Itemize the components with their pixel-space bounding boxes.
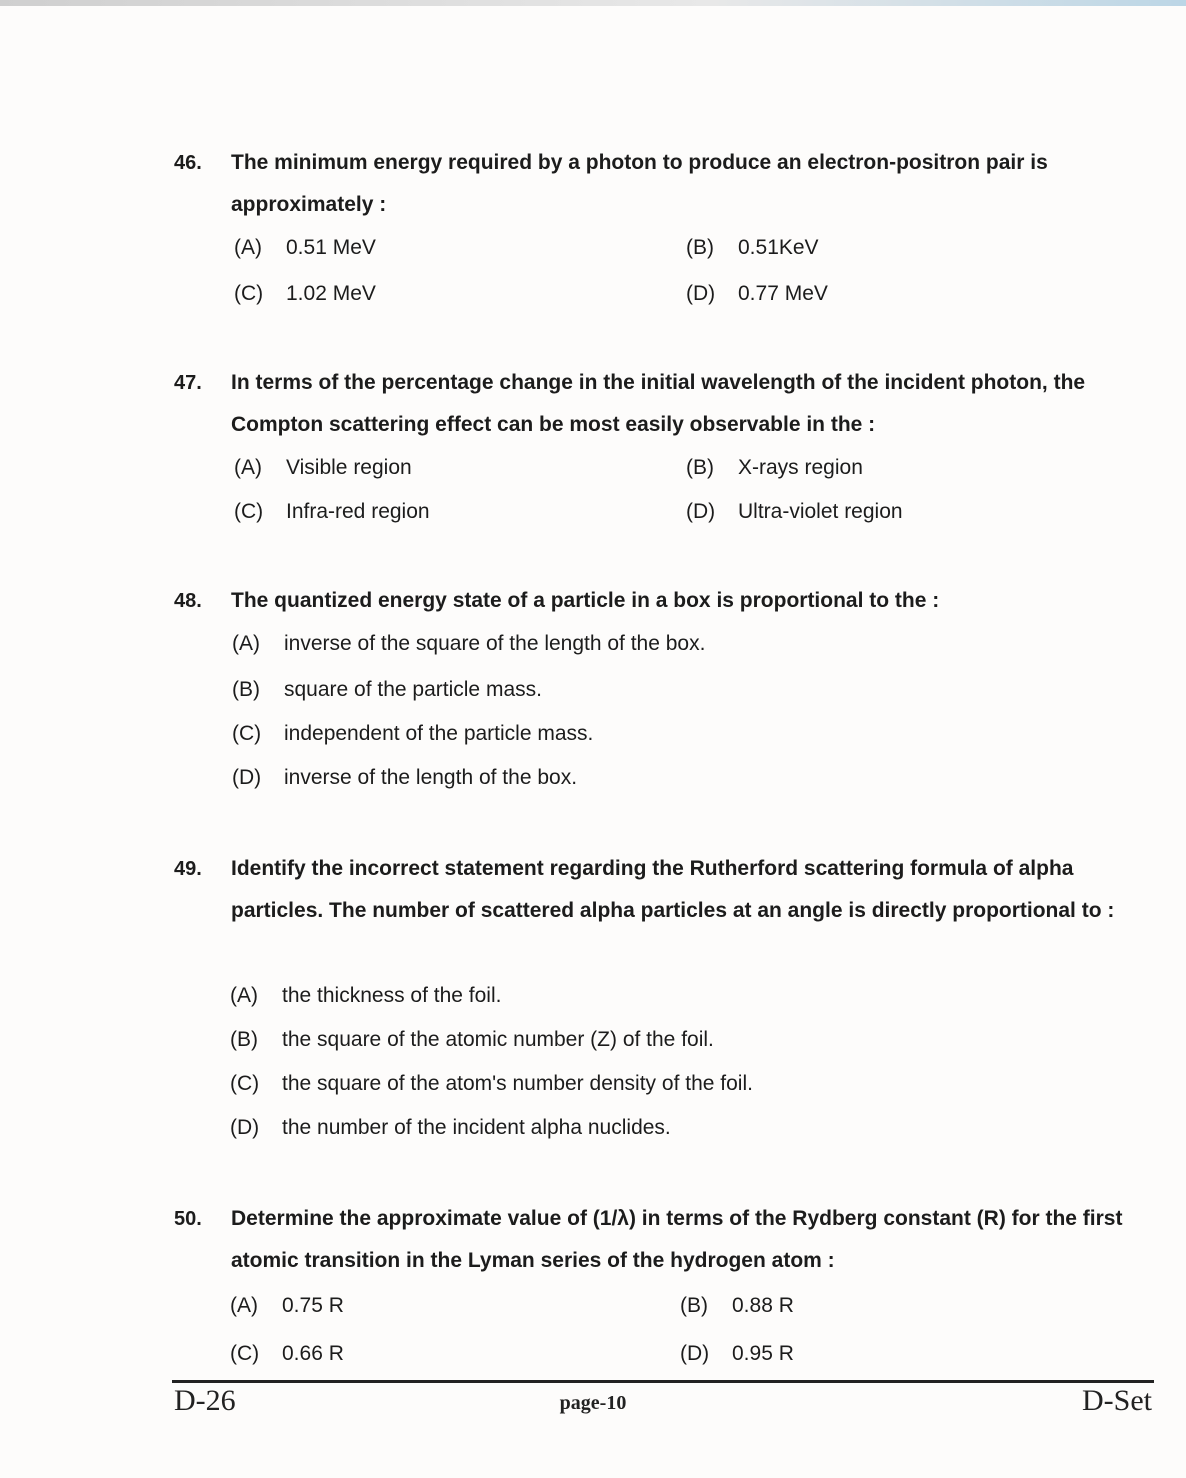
option-c	[232, 722, 593, 746]
option-label: (D)	[680, 1342, 710, 1365]
option-label: (C)	[232, 722, 262, 745]
option-text: Visible region	[286, 456, 412, 479]
option-text: the square of the atom's number density of the foil.	[282, 1072, 753, 1095]
footer-set: D-Set	[1082, 1384, 1152, 1417]
option-label: (C)	[234, 282, 264, 305]
option-text: 0.51 MeV	[286, 236, 376, 259]
option-a	[232, 632, 705, 656]
option-label: (D)	[686, 282, 716, 305]
option-text: 0.51KeV	[738, 236, 819, 259]
option-text: the square of the atomic number (Z) of the foil.	[282, 1028, 714, 1051]
option-label: (A)	[234, 456, 262, 479]
option-c	[234, 500, 430, 524]
option-text: inverse of the square of the length of the box.	[284, 632, 706, 655]
option-text: 0.95 R	[732, 1342, 794, 1365]
option-text: independent of the particle mass.	[284, 722, 594, 745]
option-b	[680, 1294, 794, 1318]
option-label: (D)	[232, 766, 262, 789]
option-text: 0.88 R	[732, 1294, 794, 1317]
option-label: (B)	[230, 1028, 258, 1051]
option-a	[234, 236, 376, 260]
option-label: (C)	[230, 1342, 260, 1365]
option-text: Ultra-violet region	[738, 500, 903, 523]
footer-rule	[172, 1380, 1154, 1383]
option-c	[230, 1342, 344, 1366]
question-number: 50.	[174, 1208, 202, 1230]
option-label: (D)	[686, 500, 716, 523]
option-label: (B)	[232, 678, 260, 701]
option-c	[234, 282, 376, 306]
question-number: 49.	[174, 858, 202, 880]
option-label: (A)	[234, 236, 262, 259]
question-text: In terms of the percentage change in the initial wavelength of the incident photon, the Compton scattering effect can be most easily observable in the :	[231, 371, 1086, 436]
option-text: inverse of the length of the box.	[284, 766, 578, 789]
option-text: the number of the incident alpha nuclides.	[282, 1116, 671, 1139]
question-text: The quantized energy state of a particle in a box is proportional to the :	[231, 589, 940, 612]
question-text: The minimum energy required by a photon to produce an electron-positron pair is approximately :	[231, 151, 1048, 216]
option-text: 0.75 R	[282, 1294, 344, 1317]
option-text: 1.02 MeV	[286, 282, 376, 305]
option-label: (C)	[234, 500, 264, 523]
question-text: Determine the approximate value of (1/λ) in terms of the Rydberg constant (R) for the first atomic transition in the Lyman series of the hydrogen atom :	[231, 1207, 1123, 1272]
option-text: square of the particle mass.	[284, 678, 542, 701]
option-label: (A)	[232, 632, 260, 655]
option-text: Infra-red region	[286, 500, 430, 523]
option-d	[686, 500, 903, 524]
option-b	[686, 456, 863, 480]
option-a	[230, 1294, 344, 1318]
option-label: (A)	[230, 1294, 258, 1317]
option-b	[230, 1028, 714, 1052]
option-label: (B)	[686, 456, 714, 479]
question-number: 47.	[174, 372, 202, 394]
option-text: 0.77 MeV	[738, 282, 828, 305]
question-number: 46.	[174, 152, 202, 174]
option-label: (C)	[230, 1072, 260, 1095]
option-d	[680, 1342, 794, 1366]
option-d	[686, 282, 828, 306]
option-label: (A)	[230, 984, 258, 1007]
option-b	[686, 236, 819, 260]
option-a	[234, 456, 412, 480]
top-edge	[0, 0, 1186, 6]
option-text: X-rays region	[738, 456, 863, 479]
page-number: page-10	[559, 1392, 627, 1414]
option-label: (B)	[680, 1294, 708, 1317]
option-text: the thickness of the foil.	[282, 984, 502, 1007]
option-c	[230, 1072, 753, 1096]
question-number: 48.	[174, 590, 202, 612]
option-label: (B)	[686, 236, 714, 259]
option-b	[232, 678, 542, 702]
option-text: 0.66 R	[282, 1342, 344, 1365]
option-label: (D)	[230, 1116, 260, 1139]
question-text: Identify the incorrect statement regarding the Rutherford scattering formula of alpha particles. The number of scattered alpha particles at an angle is directly proportional to :	[231, 857, 1115, 922]
option-a	[230, 984, 501, 1008]
option-d	[230, 1116, 671, 1140]
footer-code: D-26	[174, 1384, 236, 1417]
option-d	[232, 766, 577, 790]
